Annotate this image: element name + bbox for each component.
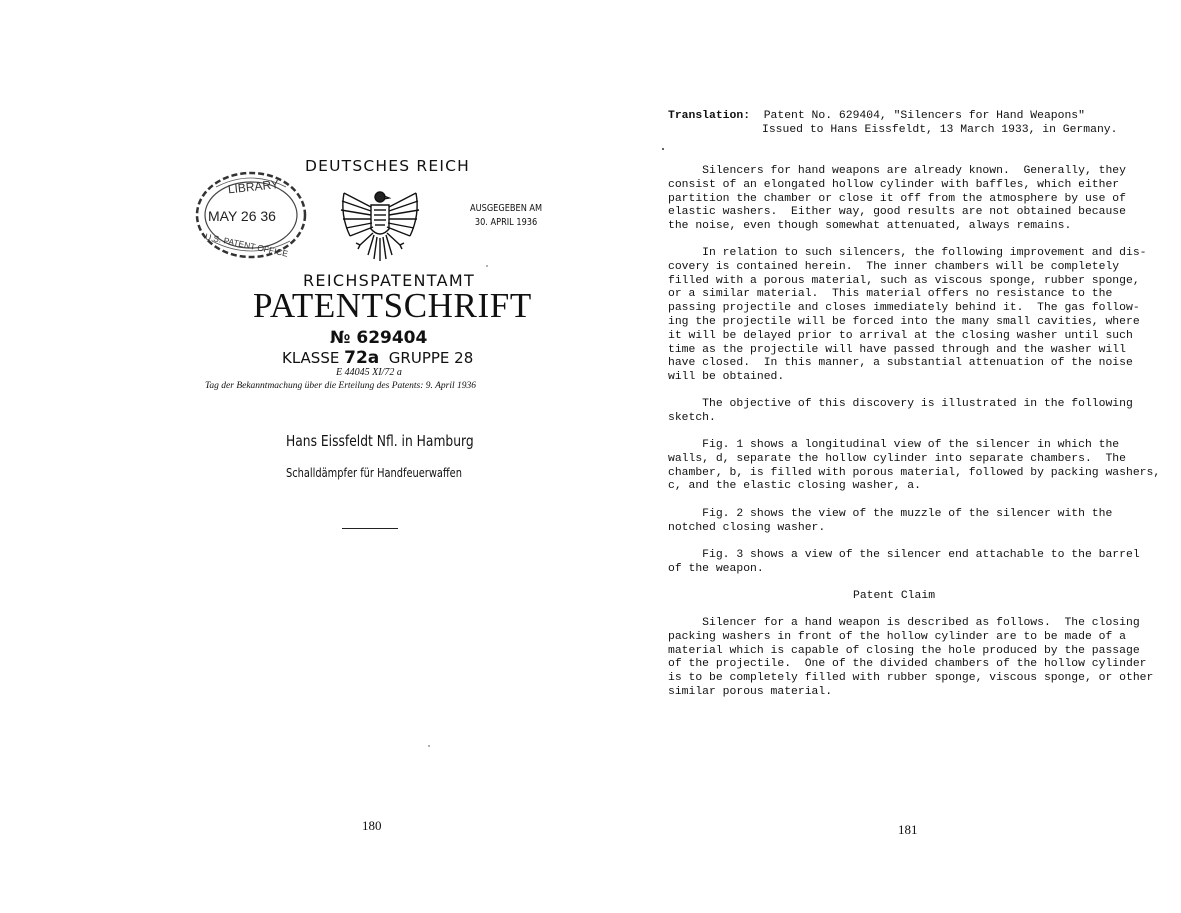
- text-line: the noise, even though somewhat attenuated, always remains.: [668, 220, 1072, 233]
- applicant-name: Hans Eissfeldt Nfl. in Hamburg: [286, 432, 474, 450]
- text-line: will be obtained.: [668, 371, 785, 384]
- page-number-left: 180: [362, 818, 382, 833]
- translation-title: Patent No. 629404, "Silencers for Hand Weapons": [763, 110, 1085, 122]
- gruppe: GRUPPE 28: [388, 349, 474, 367]
- paragraph-fig3: [668, 549, 1140, 577]
- text-line: walls, d, separate the hollow cylinder into separate chambers. The: [668, 452, 1126, 465]
- text-line: packing washers in front of the hollow cylinder are to be made of a: [668, 630, 1126, 643]
- document-type-title: PATENTSCHRIFT: [253, 286, 532, 325]
- klasse-value: 72a: [344, 348, 380, 368]
- text-line: of the projectile. One of the divided chambers of the hollow cylinder: [668, 658, 1147, 671]
- divider-rule: [342, 528, 398, 529]
- text-line: consist of an elongated hollow cylinder with baffles, which either: [668, 178, 1120, 191]
- text-line: it will be delayed prior to arrival at the closing washer until such: [668, 329, 1133, 342]
- text-line: notched closing washer.: [668, 521, 826, 534]
- text-line: is to be completely filled with rubber sponge, viscous sponge, or other: [668, 672, 1154, 685]
- text-line: passing projectile and closes immediately behind it. The gas follow-: [668, 302, 1140, 315]
- text-line: ing the projectile will be forced into the many small cavities, where: [668, 315, 1140, 328]
- text-line: time as the projectile will have passed through and the washer will: [668, 343, 1126, 356]
- patent-office-name: REICHSPATENTAMT: [303, 271, 476, 290]
- page-number-right: 181: [898, 822, 918, 837]
- text-line: or a similar material. This material offers no resistance to the: [668, 288, 1113, 301]
- issue-date: 30. APRIL 1936: [474, 217, 538, 228]
- claim-heading: Patent Claim: [853, 590, 936, 602]
- text-line: elastic washers. Either way, good results are not obtained because: [668, 206, 1126, 219]
- paragraph-objective: [668, 398, 1133, 426]
- country-header: DEUTSCHES REICH: [305, 157, 471, 175]
- stamp-library-text: LIBRARY: [227, 177, 280, 197]
- issue-date-block: [470, 202, 542, 230]
- klasse-label: KLASSE: [282, 349, 340, 367]
- scan-speck: [662, 148, 664, 150]
- text-line: In relation to such silencers, the following improvement and dis-: [668, 247, 1147, 259]
- stamp-office-text: U.S. PATENT OFFICE: [204, 231, 289, 259]
- patent-number: № 629404: [330, 328, 428, 348]
- text-line: have closed. In this manner, a substantial attenuation of the noise: [668, 357, 1133, 370]
- patent-subject: Schalldämpfer für Handfeuerwaffen: [286, 466, 462, 480]
- classification: [282, 348, 473, 368]
- translation-header: [668, 110, 1085, 124]
- text-line: sketch.: [668, 411, 716, 424]
- text-line: The objective of this discovery is illustrated in the following: [668, 398, 1133, 410]
- text-line: Silencer for a hand weapon is described as follows. The closing: [668, 617, 1140, 629]
- text-line: Fig. 3 shows a view of the silencer end attachable to the barrel: [668, 549, 1140, 561]
- text-line: Fig. 2 shows the view of the muzzle of the silencer with the: [668, 508, 1113, 520]
- translation-issued: Issued to Hans Eissfeldt, 13 March 1933, in Germany.: [762, 124, 1118, 136]
- announcement-date: Tag der Bekanntmachung über die Erteilung des Patents: 9. April 1936: [205, 381, 476, 391]
- issue-label: AUSGEGEBEN AM: [470, 203, 543, 214]
- stamp-graphic: [194, 169, 309, 261]
- reich-eagle-emblem: [338, 185, 422, 265]
- paragraph-intro: [668, 165, 1126, 234]
- paragraph-claim: [668, 617, 1153, 700]
- text-line: partition the chamber or close it off from the atmosphere by use of: [668, 192, 1126, 205]
- text-line: chamber, b, is filled with porous material, followed by packing washers,: [668, 466, 1161, 479]
- text-line: of the weapon.: [668, 562, 764, 575]
- text-line: Fig. 1 shows a longitudinal view of the silencer in which the: [668, 439, 1120, 451]
- scan-speck: [428, 745, 430, 747]
- text-line: covery is contained herein. The inner chambers will be completely: [668, 260, 1120, 273]
- eagle-icon: [338, 185, 422, 265]
- library-stamp: [194, 169, 309, 261]
- paragraph-improvement: [668, 247, 1147, 385]
- text-line: Silencers for hand weapons are already known. Generally, they: [668, 165, 1126, 177]
- text-line: material which is capable of closing the hole produced by the passage: [668, 644, 1140, 657]
- paragraph-fig1: [668, 439, 1160, 494]
- text-line: similar porous material.: [668, 685, 833, 698]
- translation-label: Translation:: [668, 110, 751, 122]
- text-line: filled with a porous material, such as viscous sponge, rubber sponge,: [668, 274, 1140, 287]
- scan-speck: [486, 265, 488, 267]
- stamp-date-text: MAY 26 36: [208, 208, 276, 224]
- paragraph-fig2: [668, 508, 1112, 536]
- text-line: c, and the elastic closing washer, a.: [668, 480, 921, 493]
- file-reference: E 44045 XI/72 a: [336, 367, 402, 378]
